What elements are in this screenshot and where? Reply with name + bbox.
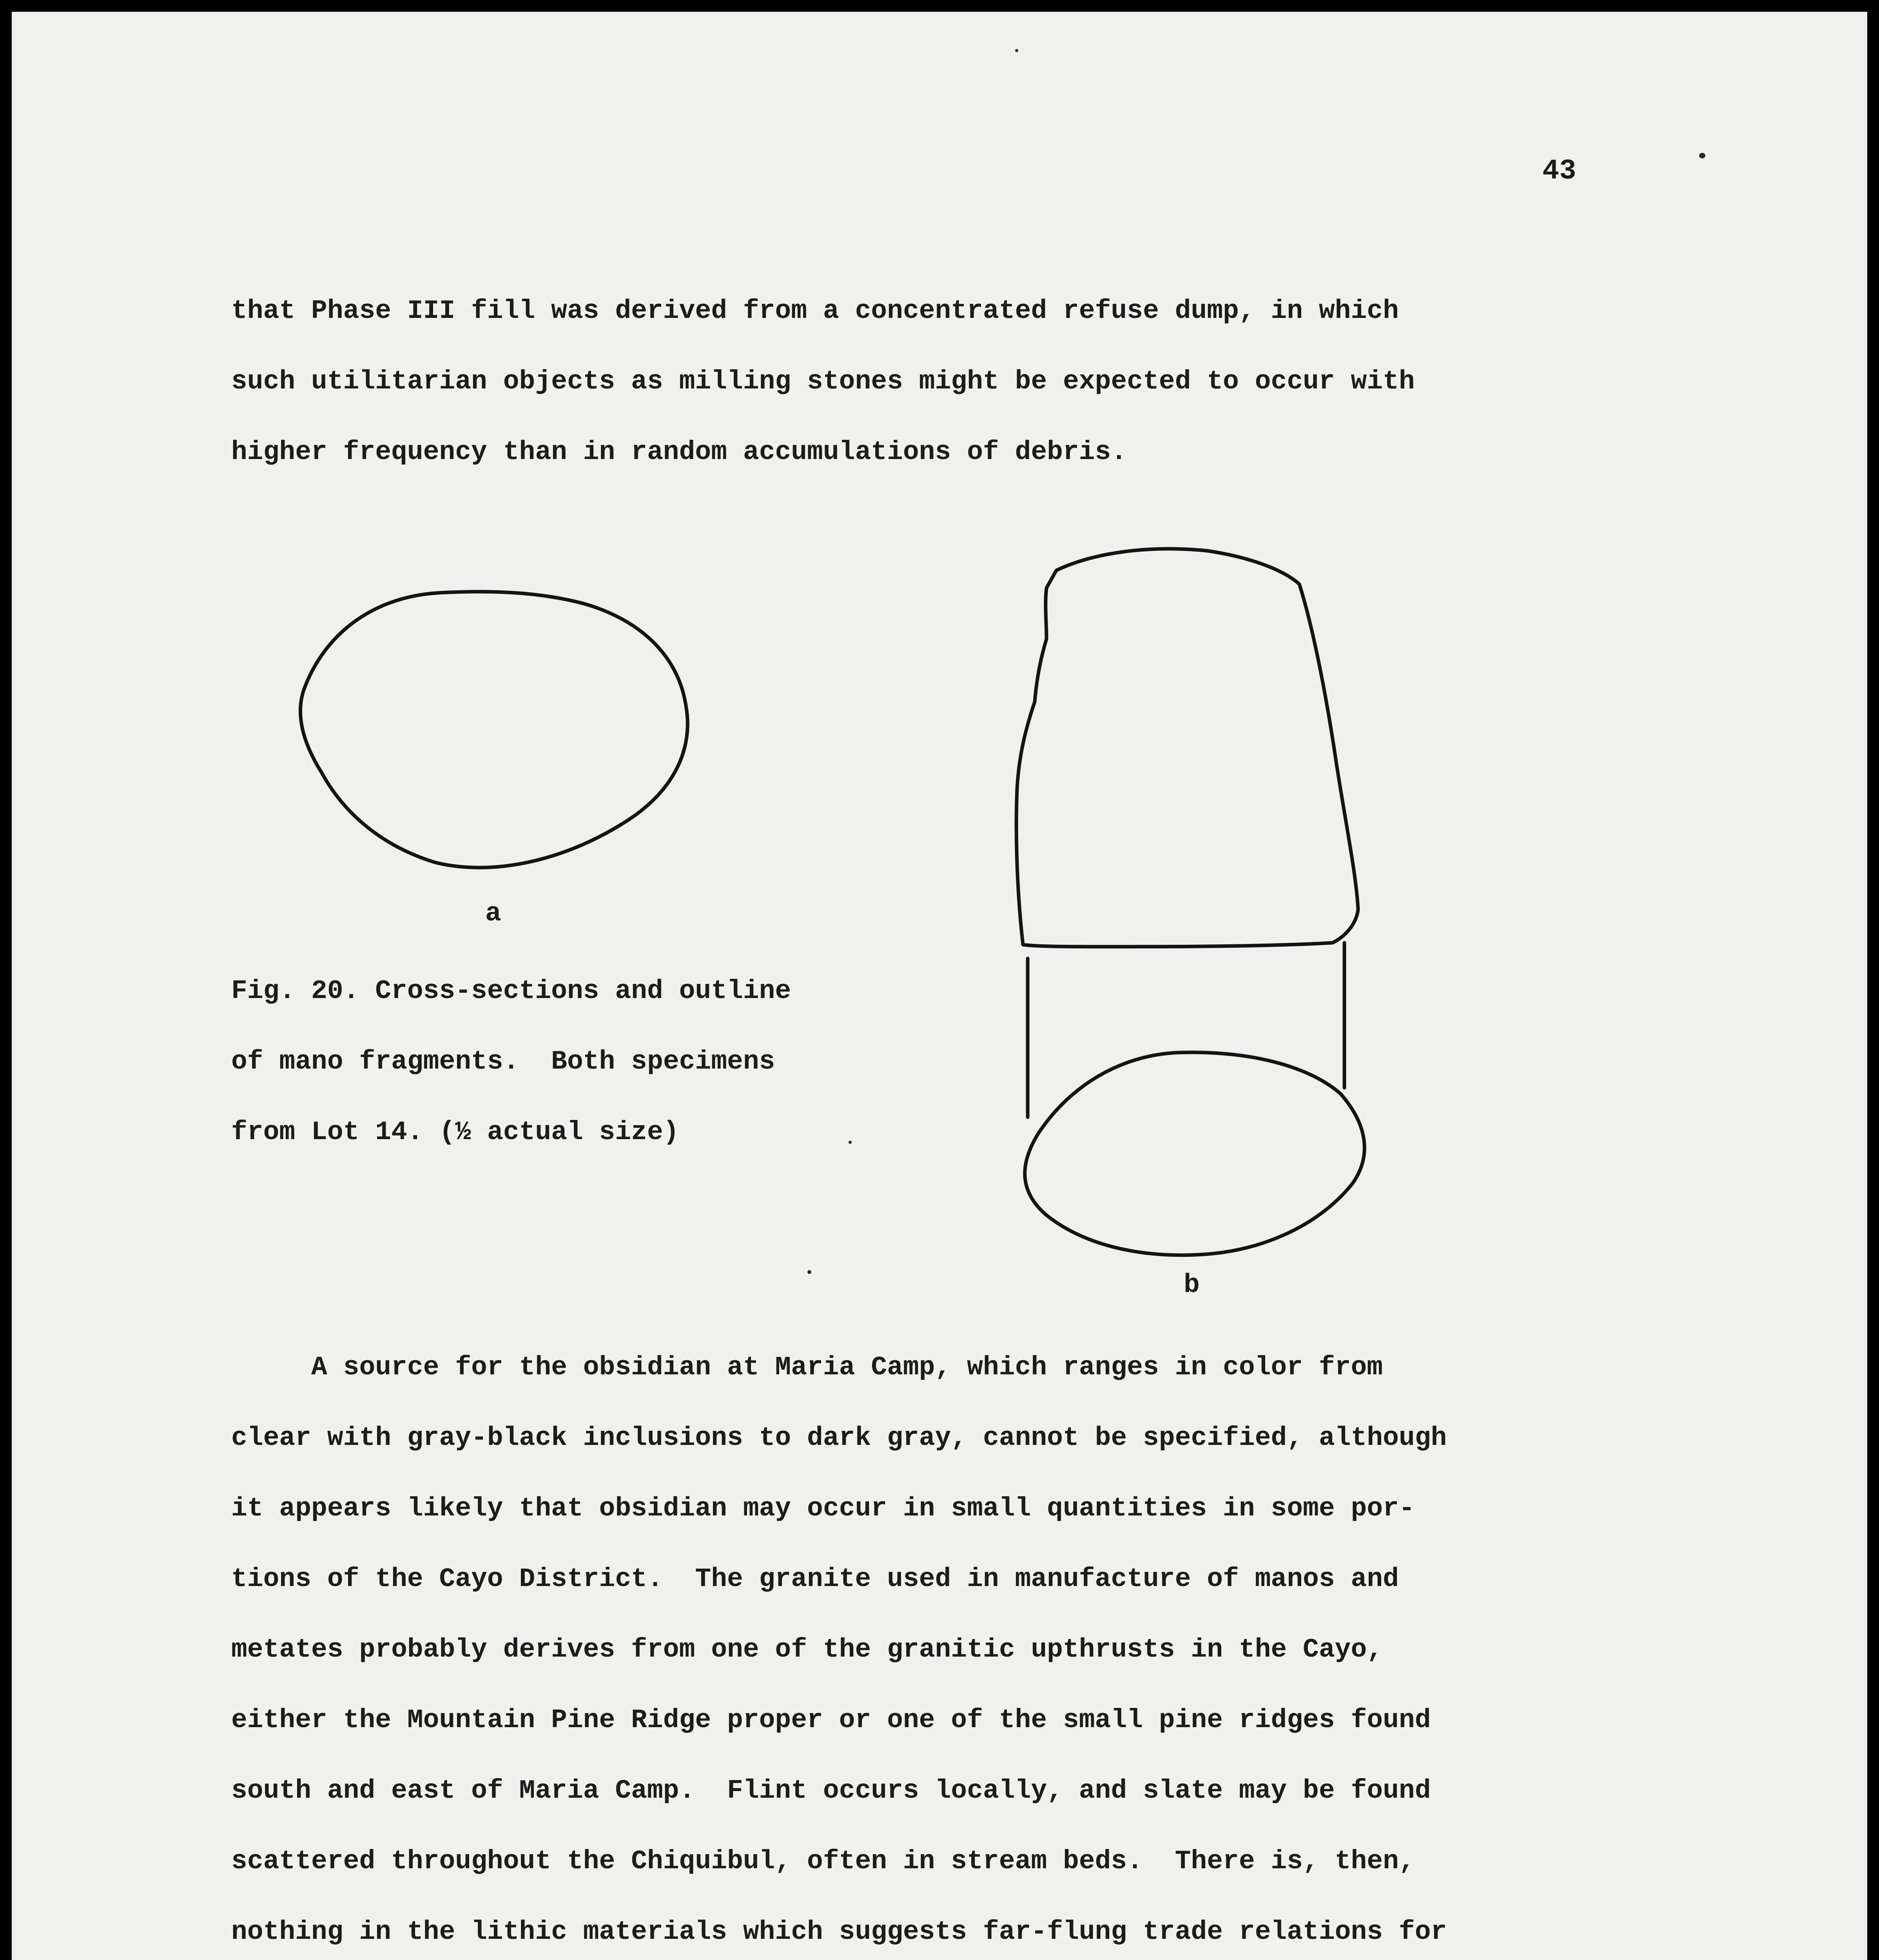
- scan-speck: [849, 1141, 852, 1144]
- text-line: nothing in the lithic materials which suggests far-flung trade relations for: [231, 1917, 1447, 1947]
- text-line: south and east of Maria Camp. Flint occurs locally, and slate may be found: [231, 1776, 1431, 1806]
- text-line: clear with gray-black inclusions to dark gray, cannot be specified, although: [231, 1423, 1447, 1453]
- cross-section-a-outline: [300, 592, 687, 867]
- scan-speck: [807, 1270, 811, 1274]
- text-line: tions of the Cayo District. The granite used in manufacture of manos and: [231, 1564, 1399, 1594]
- paragraph-2: [231, 1352, 1447, 1947]
- text-line: that Phase III fill was derived from a concentrated refuse dump, in which: [231, 296, 1399, 326]
- text-line: scattered throughout the Chiquibul, often in stream beds. There is, then,: [231, 1846, 1415, 1877]
- figure-caption: [231, 976, 791, 1147]
- scan-speck: [1015, 49, 1018, 52]
- mano-fragment-b-outline: [1016, 549, 1358, 947]
- text-line: it appears likely that obsidian may occur in small quantities in some por-: [231, 1494, 1415, 1524]
- text-line: higher frequency than in random accumulations of debris.: [231, 437, 1127, 467]
- text-line: A source for the obsidian at Maria Camp, which ranges in color from: [231, 1352, 1383, 1383]
- page-number: 43: [1542, 155, 1576, 187]
- figure-label-a: a: [485, 898, 501, 929]
- text-line: either the Mountain Pine Ridge proper or one of the small pine ridges found: [231, 1705, 1431, 1735]
- cross-section-b-outline: [1025, 1053, 1365, 1255]
- figure-label-b: b: [1184, 1270, 1200, 1300]
- document-page: [12, 12, 1867, 1960]
- caption-line: from Lot 14. (½ actual size): [231, 1117, 679, 1147]
- text-line: metates probably derives from one of the granitic upthrusts in the Cayo,: [231, 1635, 1383, 1665]
- caption-line: of mano fragments. Both specimens: [231, 1047, 775, 1077]
- scan-speck: [1699, 153, 1705, 158]
- text-line: such utilitarian objects as milling stones might be expected to occur with: [231, 367, 1415, 397]
- caption-line: Fig. 20. Cross-sections and outline: [231, 976, 791, 1006]
